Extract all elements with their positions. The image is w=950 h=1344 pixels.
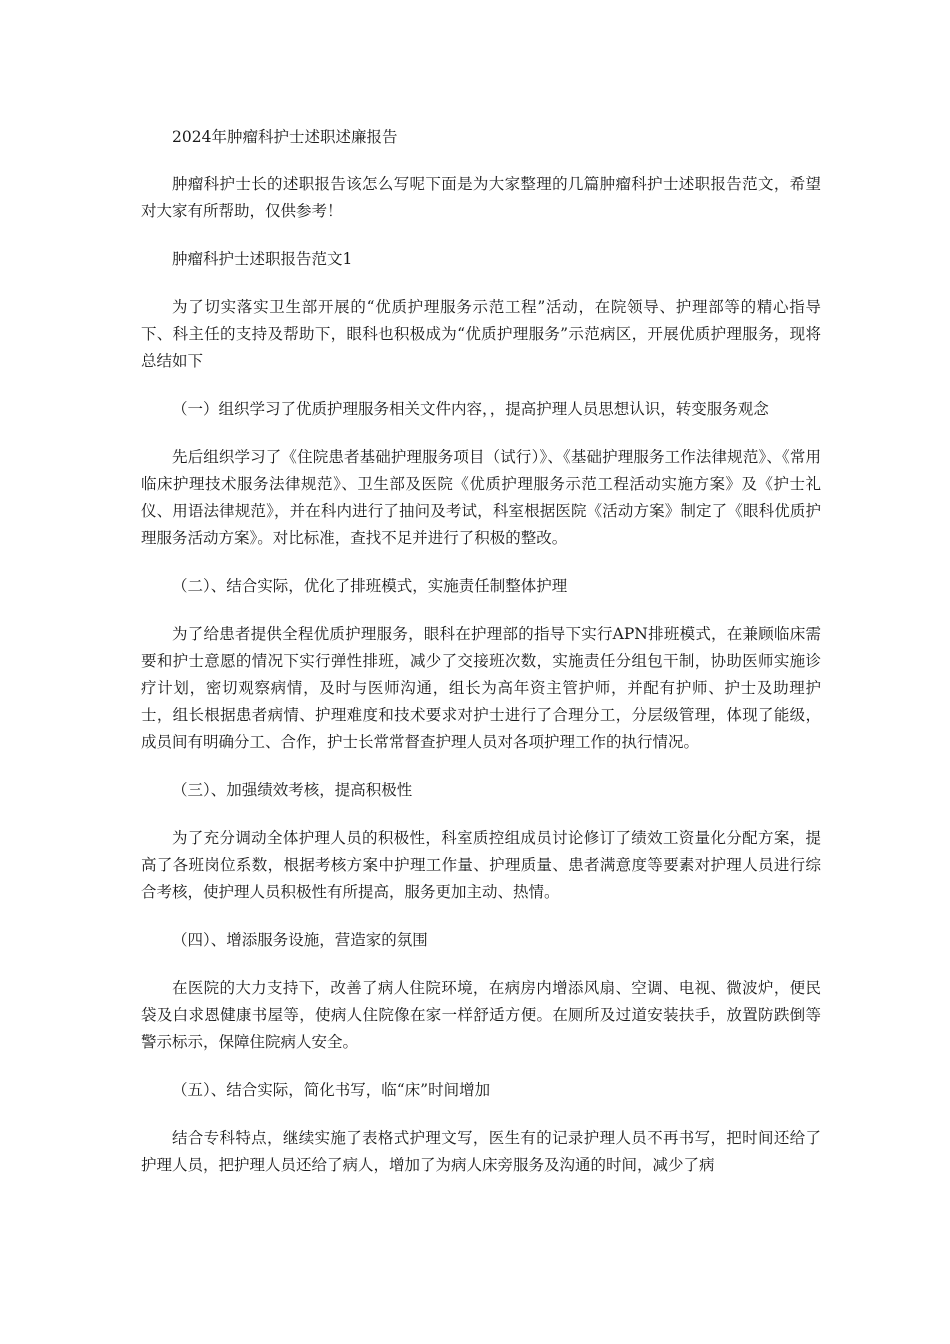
subheading: （三）、加强绩效考核，提高积极性 bbox=[172, 781, 413, 799]
subheading: （五）、结合实际，简化书写，临“床”时间增加 bbox=[172, 1081, 491, 1099]
subheading: （一）组织学习了优质护理服务相关文件内容，，提高护理人员思想认识，转变服务观念 bbox=[172, 400, 769, 418]
section-title: 肿瘤科护士述职报告范文1 bbox=[172, 250, 353, 268]
paragraph: 在医院的大力支持下，改善了病人住院环境，在病房内增添风扇、空调、电视、微波炉，便民袋及白求恩健康书屋等，使病人住院像在家一样舒适方便。在厕所及过道安装扶手，放置防跌倒等警示标示，保障住院病人安全。 bbox=[141, 979, 821, 1051]
document-title: 2024年肿瘤科护士述职述廉报告 bbox=[172, 128, 398, 146]
paragraph: 为了给患者提供全程优质护理服务，眼科在护理部的指导下实行APN排班模式，在兼顾临床需要和护士意愿的情况下实行弹性排班，减少了交接班次数，实施责任分组包干制，协助医师实施诊疗计划，密切观察病情，及时与医师沟通，组长为高年资主管护师，并配有护师、护士及助理护士，组长根据患者病情、护理难度和技术要求对护士进行了合理分工，分层级管理，体现了能级，成员间有明确分工、合作，护士长常常督查护理人员对各项护理工作的执行情况。 bbox=[141, 625, 821, 751]
intro-paragraph: 肿瘤科护士长的述职报告该怎么写呢下面是为大家整理的几篇肿瘤科护士述职报告范文，希望对大家有所帮助，仅供参考！ bbox=[141, 175, 821, 220]
subheading: （二）、结合实际，优化了排班模式，实施责任制整体护理 bbox=[172, 577, 568, 595]
paragraph: 先后组织学习了《住院患者基础护理服务项目（试行）》、《基础护理服务工作法律规范》、《常用临床护理技术服务法律规范》、卫生部及医院《优质护理服务示范工程活动实施方案》及《护士礼仪、用语法律规范》，并在科内进行了抽问及考试，科室根据医院《活动方案》制定了《眼科优质护理服务活动方案》。对比标准，查找不足并进行了积极的整改。 bbox=[141, 448, 821, 547]
subheading: （四）、增添服务设施，营造家的氛围 bbox=[172, 931, 428, 949]
document-body bbox=[141, 124, 821, 1200]
paragraph: 结合专科特点，继续实施了表格式护理文写，医生有的记录护理人员不再书写，把时间还给了护理人员，把护理人员还给了病人，增加了为病人床旁服务及沟通的时间，减少了病 bbox=[141, 1129, 821, 1174]
paragraph: 为了充分调动全体护理人员的积极性，科室质控组成员讨论修订了绩效工资量化分配方案，提高了各班岗位系数，根据考核方案中护理工作量、护理质量、患者满意度等要素对护理人员进行综合考核，使护理人员积极性有所提高，服务更加主动、热情。 bbox=[141, 829, 821, 901]
paragraph: 为了切实落实卫生部开展的“优质护理服务示范工程”活动，在院领导、护理部等的精心指导下、科主任的支持及帮助下，眼科也积极成为“优质护理服务”示范病区，开展优质护理服务，现将总结如下 bbox=[141, 298, 821, 370]
